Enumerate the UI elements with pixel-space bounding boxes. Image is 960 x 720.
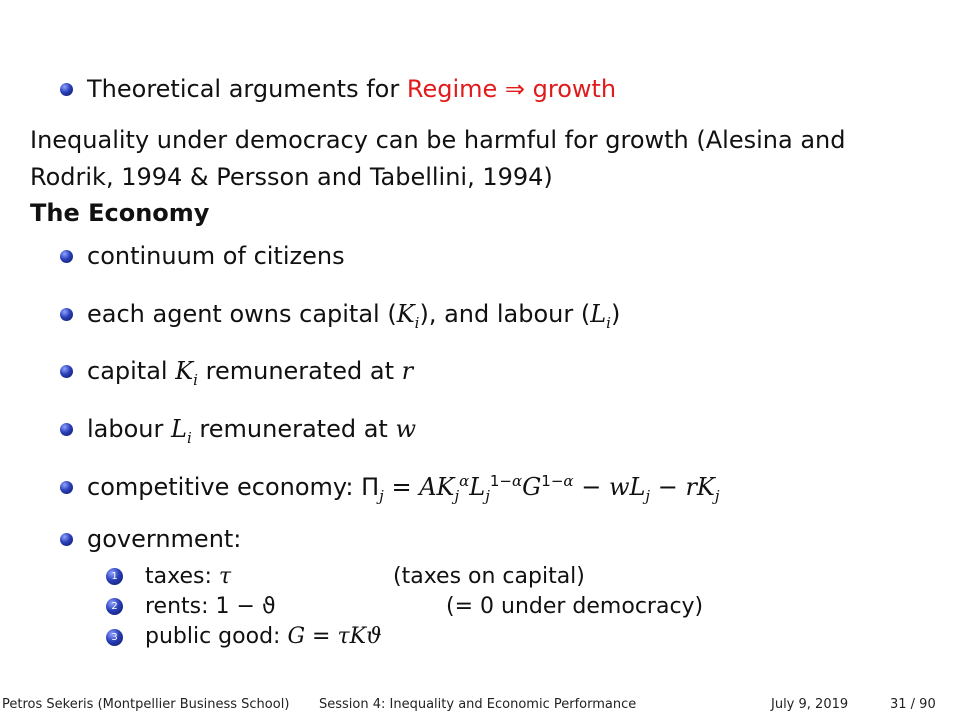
- number-1-icon: 1: [106, 568, 123, 585]
- gov-item-rents-note: (= 0 under democracy): [446, 594, 704, 619]
- paragraph-line-1: Inequality under democracy can be harmful for growth (Alesina and: [30, 126, 846, 154]
- paragraph-line-2: Rodrik, 1994 & Persson and Tabellini, 1994): [30, 163, 553, 191]
- bullet-icon: [60, 423, 73, 436]
- footer-session: Session 4: Inequality and Economic Performance: [319, 697, 637, 712]
- capital-prefix: capital: [87, 357, 168, 385]
- gov-item-taxes: taxes: τ: [145, 564, 232, 589]
- gov-item-rents: rents: 1 − ϑ: [145, 594, 276, 619]
- bullet-icon: [60, 308, 73, 321]
- number-2-icon: 2: [106, 598, 123, 615]
- owns-suffix: ): [610, 300, 621, 328]
- bullet-icon: [60, 250, 73, 263]
- section-heading: The Economy: [30, 199, 210, 227]
- bullet-icon: [60, 481, 73, 494]
- taxes-label: taxes:: [145, 564, 212, 589]
- public-good-label: public good:: [145, 624, 281, 649]
- footer-page: 31 / 90: [890, 697, 936, 712]
- owns-prefix: each agent owns capital (: [87, 300, 397, 328]
- bullet-citizens: continuum of citizens: [87, 242, 345, 270]
- gov-item-public-good: public good: G = τKϑ: [145, 624, 382, 649]
- bullet-competitive: [87, 472, 720, 505]
- intro-highlight: Regime ⇒ growth: [406, 75, 617, 103]
- bullet-icon: [60, 533, 73, 546]
- labour-mid: remunerated at: [199, 415, 388, 443]
- footer-author: Petros Sekeris (Montpellier Business School): [2, 697, 290, 712]
- intro-bullet: [87, 74, 616, 104]
- number-3-icon: 3: [106, 629, 123, 646]
- bullet-capital: capital $K_i$ remunerated at r: [87, 357, 414, 389]
- bullet-icon: [60, 365, 73, 378]
- competitive-prefix: competitive economy:: [87, 473, 354, 501]
- footer-date: July 9, 2019: [771, 697, 849, 712]
- owns-mid: ), and labour (: [419, 300, 591, 328]
- bullet-government: government:: [87, 525, 242, 553]
- intro-prefix: Theoretical arguments for: [87, 75, 400, 103]
- bullet-labour: labour $L_i$ remunerated at w: [87, 415, 416, 447]
- profit-equation: $\Pi_j = AK_j^\alpha L_j^{1-\alpha}G^{1-\alpha} - wL_j - rK_j$: [361, 472, 720, 505]
- capital-mid: remunerated at: [205, 357, 395, 385]
- bullet-owns: each agent owns capital $(K_i)$, and labour $(L_i)$: [87, 300, 621, 332]
- labour-prefix: labour: [87, 415, 164, 443]
- gov-item-taxes-note: (taxes on capital): [393, 564, 585, 589]
- bullet-icon: [60, 83, 73, 96]
